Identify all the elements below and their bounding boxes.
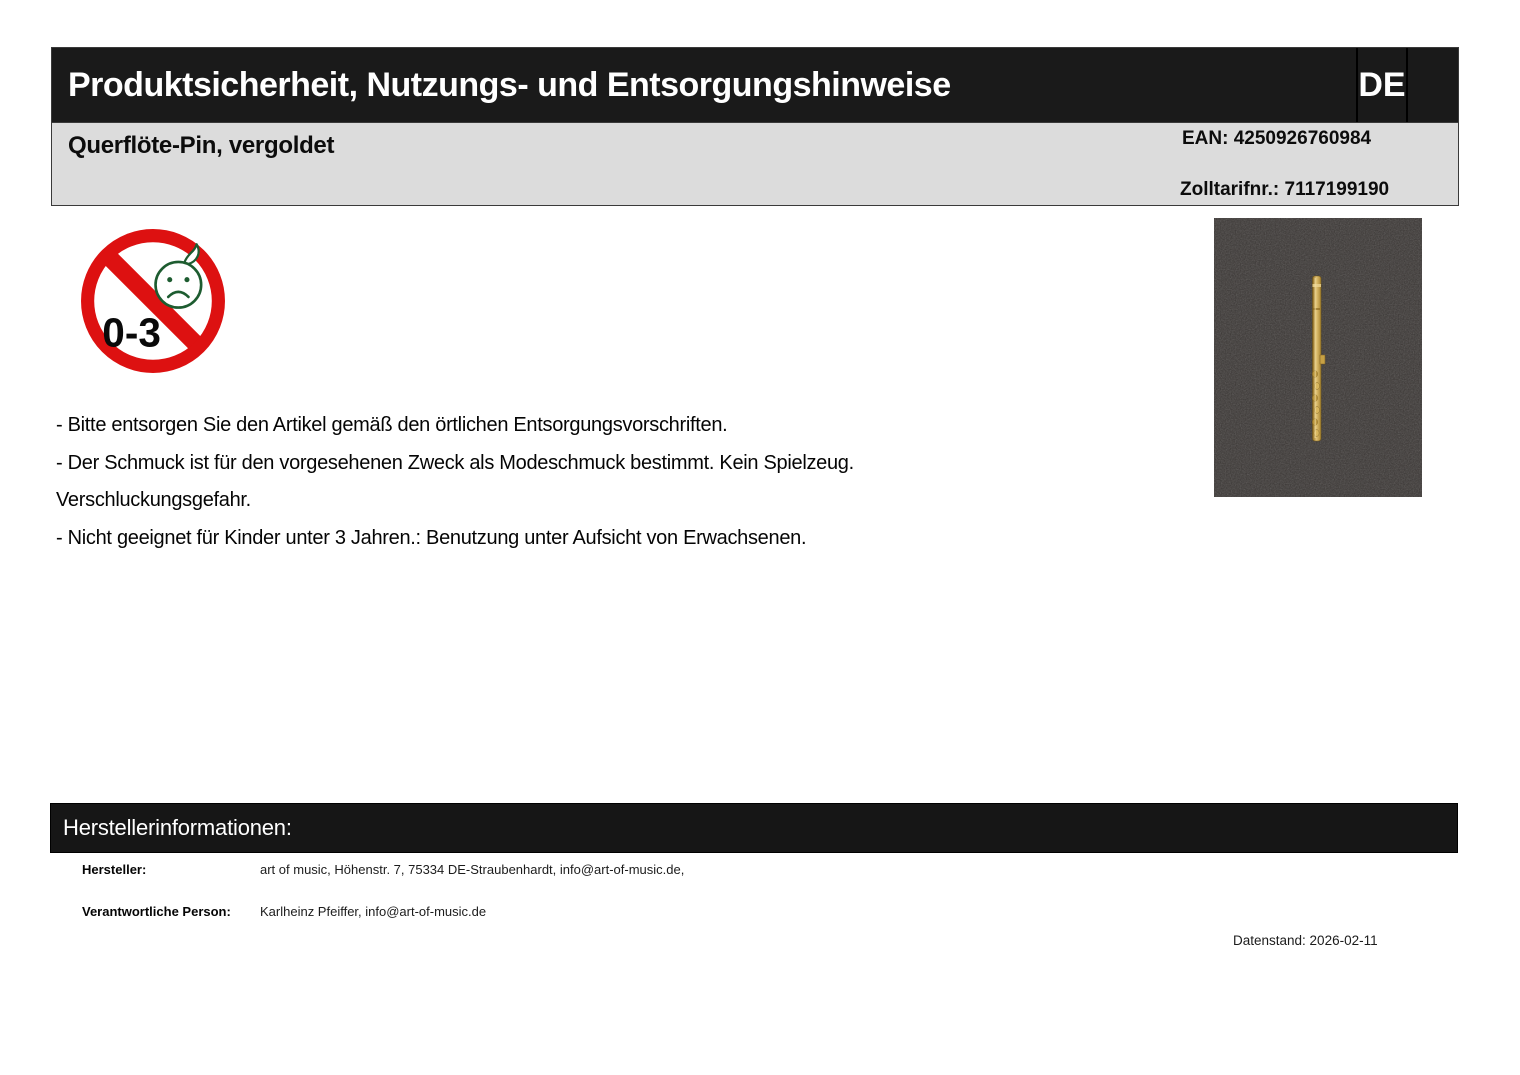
language-badge: DE bbox=[1356, 48, 1408, 122]
age-warning-0-3-icon bbox=[80, 228, 226, 374]
responsible-person-label: Verantwortliche Person: bbox=[82, 904, 231, 919]
page-title: Produktsicherheit, Nutzungs- und Entsorgungshinweise bbox=[68, 65, 951, 104]
age-range-label: 0-3 bbox=[102, 309, 161, 356]
note-line: - Nicht geeignet für Kinder unter 3 Jahren.: Benutzung unter Aufsicht von Erwachsenen. bbox=[56, 526, 807, 549]
manufacturer-label: Hersteller: bbox=[82, 862, 147, 877]
note-line: - Bitte entsorgen Sie den Artikel gemäß den örtlichen Entsorgungsvorschriften. bbox=[56, 414, 728, 436]
manufacturer-value: art of music, Höhenstr. 7, 75334 DE-Straubenhardt, info@art-of-music.de, bbox=[260, 862, 685, 877]
product-name: Querflöte-Pin, vergoldet bbox=[68, 132, 335, 159]
document-header bbox=[51, 47, 1459, 206]
title-bar bbox=[52, 48, 1458, 122]
ean-number: EAN: 4250926760984 bbox=[1182, 128, 1372, 149]
tariff-number: Zolltarifnr.: 7117199190 bbox=[1180, 179, 1390, 200]
note-line: - Der Schmuck ist für den vorgesehenen Zweck als Modeschmuck bestimmt. Kein Spielzeug. bbox=[56, 451, 854, 474]
responsible-person-value: Karlheinz Pfeiffer, info@art-of-music.de bbox=[260, 904, 487, 919]
data-status-date: Datenstand: 2026-02-11 bbox=[1233, 933, 1378, 948]
manufacturer-section-header: Herstellerinformationen: bbox=[50, 803, 1458, 853]
safety-notes bbox=[56, 407, 1056, 557]
baby-face-icon bbox=[156, 244, 202, 307]
note-line: Verschluckungsgefahr. bbox=[56, 489, 251, 511]
product-header bbox=[52, 122, 1458, 205]
title-bar-spacer bbox=[1408, 48, 1458, 122]
product-photo bbox=[1214, 218, 1422, 497]
